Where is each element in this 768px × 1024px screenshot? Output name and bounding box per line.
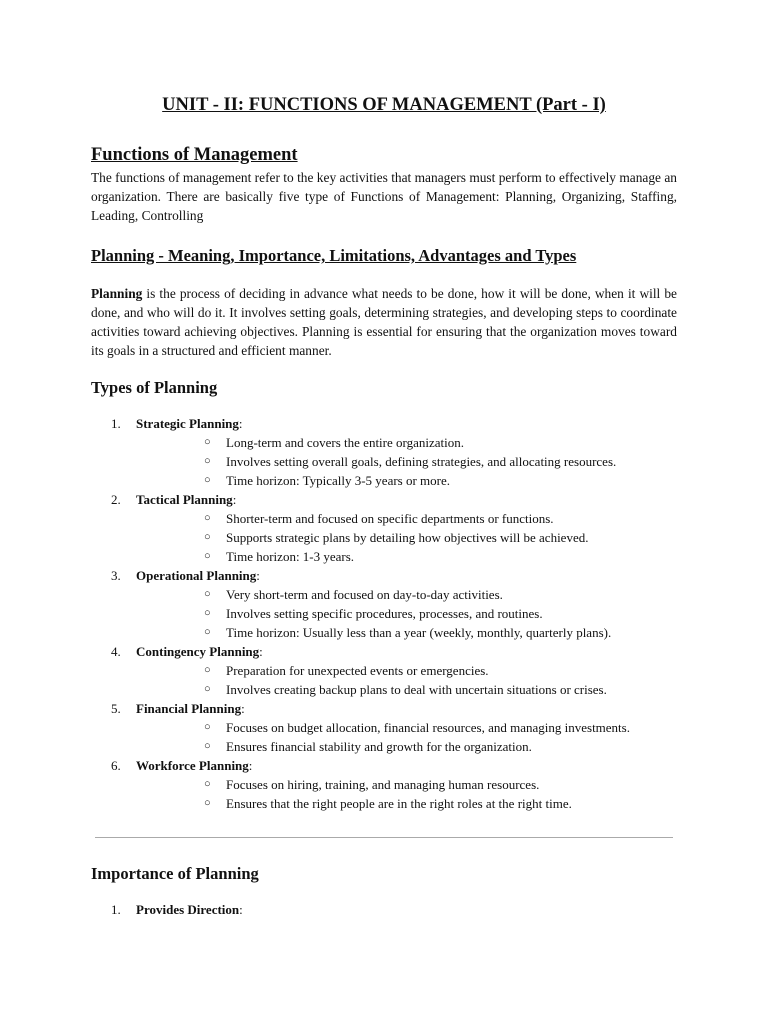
planning-body: is the process of deciding in advance what needs to be done, how it will be done, when it will be done, and who will do it. It involves setting goals, determining strategies, and developing steps to coordinate activities toward achieving objectives. Planning is essential for ensuring that the organization moves toward its goals in a structured and efficient manner. xyxy=(91,286,677,358)
sub-list-item xyxy=(136,623,691,642)
sub-list-item xyxy=(136,471,691,490)
sub-list-text: Supports strategic plans by detailing how objectives will be achieved. xyxy=(226,530,589,545)
sub-list xyxy=(136,661,691,699)
circle-bullet-icon: ○ xyxy=(204,436,211,448)
sub-list-item xyxy=(136,433,691,452)
list-item xyxy=(91,490,691,566)
functions-paragraph: The functions of management refer to the key activities that managers must perform to effectively manage an organization. There are basically five type of Functions of Management: Planning, Organizing, Staffing, Leading, Controlling xyxy=(91,170,677,223)
circle-bullet-icon: ○ xyxy=(204,512,211,524)
circle-bullet-icon: ○ xyxy=(204,664,211,676)
list-number: 1. xyxy=(111,416,121,431)
list-item-title: Strategic Planning xyxy=(136,416,239,431)
circle-bullet-icon: ○ xyxy=(204,607,211,619)
sub-list-item xyxy=(136,604,691,623)
circle-bullet-icon: ○ xyxy=(204,683,211,695)
sub-list-item xyxy=(136,737,691,756)
sub-list xyxy=(136,775,691,813)
list-item-title: Workforce Planning xyxy=(136,758,249,773)
list-item xyxy=(91,414,691,490)
list-number: 4. xyxy=(111,644,121,659)
circle-bullet-icon: ○ xyxy=(204,531,211,543)
circle-bullet-icon: ○ xyxy=(204,588,211,600)
list-number: 1. xyxy=(111,902,121,917)
circle-bullet-icon: ○ xyxy=(204,778,211,790)
sub-list-item xyxy=(136,661,691,680)
sub-list-text: Preparation for unexpected events or emergencies. xyxy=(226,663,489,678)
sub-list-text: Focuses on budget allocation, financial resources, and managing investments. xyxy=(226,720,630,735)
circle-bullet-icon: ○ xyxy=(204,455,211,467)
circle-bullet-icon: ○ xyxy=(204,550,211,562)
sub-list-item xyxy=(136,585,691,604)
list-item-colon: : xyxy=(232,492,237,507)
list-number: 6. xyxy=(111,758,121,773)
circle-bullet-icon: ○ xyxy=(204,740,211,752)
sub-list-item xyxy=(136,509,691,528)
list-item xyxy=(91,566,691,642)
sub-list-text: Involves setting overall goals, defining strategies, and allocating resources. xyxy=(226,454,617,469)
document-title: UNIT - II: FUNCTIONS OF MANAGEMENT (Part - I) xyxy=(162,95,606,115)
list-item-colon: : xyxy=(239,902,243,917)
sub-list-text: Time horizon: Typically 3-5 years or more. xyxy=(226,473,451,488)
list-item-colon: : xyxy=(241,701,245,716)
sub-list-text: Ensures financial stability and growth for the organization. xyxy=(226,739,532,754)
importance-list xyxy=(91,900,691,919)
list-item xyxy=(91,756,691,813)
sub-list-text: Very short-term and focused on day-to-day activities. xyxy=(226,587,503,602)
sub-list-item xyxy=(136,547,691,566)
list-item-title: Contingency Planning xyxy=(136,644,260,659)
sub-list-text: Involves setting specific procedures, processes, and routines. xyxy=(226,606,543,621)
list-item xyxy=(91,699,691,756)
list-item-title: Tactical Planning xyxy=(136,492,233,507)
sub-list xyxy=(136,718,691,756)
importance-heading: Importance of Planning xyxy=(91,864,259,883)
list-number: 3. xyxy=(111,568,121,583)
sub-list-item xyxy=(136,680,691,699)
sub-list-text: Time horizon: 1-3 years. xyxy=(226,549,355,564)
sub-list-text: Involves creating backup plans to deal with uncertain situations or crises. xyxy=(226,682,607,697)
list-number: 5. xyxy=(111,701,121,716)
planning-heading: Planning - Meaning, Importance, Limitations, Advantages and Types xyxy=(91,246,577,265)
types-heading: Types of Planning xyxy=(91,378,218,397)
sub-list-text: Time horizon: Usually less than a year (weekly, monthly, quarterly plans). xyxy=(226,625,612,640)
sub-list-item xyxy=(136,528,691,547)
list-item-title: Operational Planning xyxy=(136,568,257,583)
planning-term: Planning xyxy=(91,286,143,301)
list-item-colon: : xyxy=(256,568,260,583)
planning-paragraph xyxy=(91,284,677,360)
sub-list-item xyxy=(136,775,691,794)
types-list xyxy=(91,414,691,813)
list-number: 2. xyxy=(111,492,121,507)
sub-list-text: Focuses on hiring, training, and managing human resources. xyxy=(226,777,540,792)
sub-list xyxy=(136,433,691,490)
sub-list xyxy=(136,509,691,566)
circle-bullet-icon: ○ xyxy=(204,626,211,638)
sub-list-item xyxy=(136,718,691,737)
sub-list-item xyxy=(136,794,691,813)
circle-bullet-icon: ○ xyxy=(204,797,211,809)
circle-bullet-icon: ○ xyxy=(204,721,211,733)
horizontal-divider xyxy=(95,837,673,838)
list-item-colon: : xyxy=(259,644,263,659)
functions-heading: Functions of Management xyxy=(91,145,298,165)
list-item xyxy=(91,900,691,919)
list-item-title: Provides Direction xyxy=(136,902,240,917)
sub-list-text: Long-term and covers the entire organization. xyxy=(226,435,465,450)
list-item-title: Financial Planning xyxy=(136,701,242,716)
circle-bullet-icon: ○ xyxy=(204,474,211,486)
sub-list xyxy=(136,585,691,642)
list-item-colon: : xyxy=(238,416,243,431)
sub-list-text: Ensures that the right people are in the right roles at the right time. xyxy=(226,796,572,811)
sub-list-item xyxy=(136,452,691,471)
list-item xyxy=(91,642,691,699)
list-item-colon: : xyxy=(248,758,253,773)
sub-list-text: Shorter-term and focused on specific departments or functions. xyxy=(226,511,554,526)
